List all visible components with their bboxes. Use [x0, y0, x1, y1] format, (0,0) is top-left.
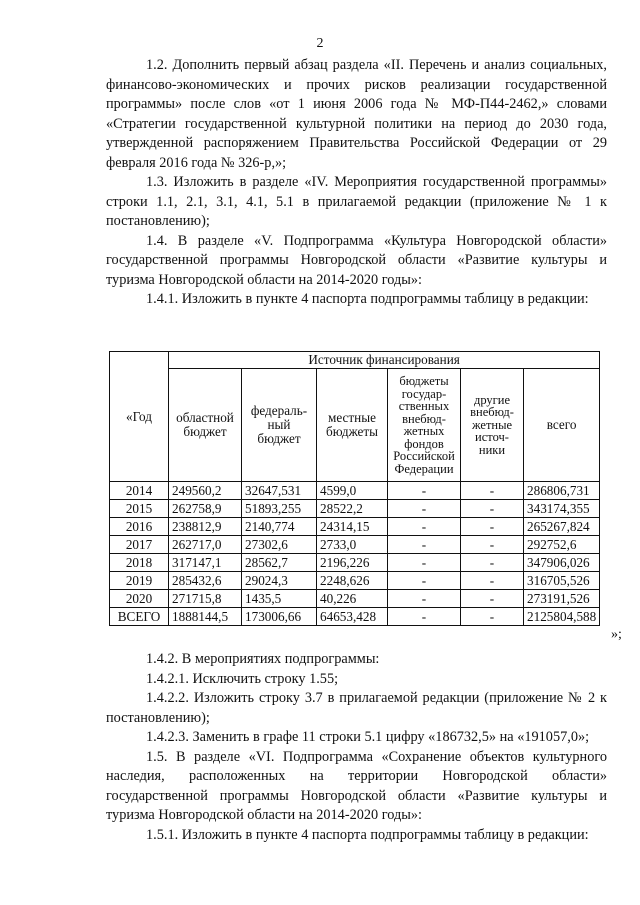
- cell-federal: 27302,6: [242, 536, 317, 554]
- cell-regional: 285432,6: [169, 572, 242, 590]
- table-subheader-row: [110, 369, 600, 482]
- cell-federal: 51893,255: [242, 500, 317, 518]
- cell-other: -: [461, 482, 524, 500]
- paragraph-1-4-2-2: 1.4.2.2. Изложить строку 3.7 в прилагаемой редакции (приложение № 2 к постановлению);: [106, 690, 607, 726]
- cell-total: 265267,824: [524, 518, 600, 536]
- cell-total: 273191,526: [524, 590, 600, 608]
- cell-year: 2019: [110, 572, 169, 590]
- cell-regional: 262717,0: [169, 536, 242, 554]
- cell-other: -: [461, 554, 524, 572]
- table-closing-quote: »;: [611, 627, 622, 642]
- cell-local: 40,226: [317, 590, 388, 608]
- cell-federal: 2140,774: [242, 518, 317, 536]
- cell-regional: 1888144,5: [169, 608, 242, 626]
- cell-year: 2018: [110, 554, 169, 572]
- cell-regional: 317147,1: [169, 554, 242, 572]
- paragraph-1-4-2: 1.4.2. В мероприятиях подпрограммы:: [146, 651, 380, 667]
- cell-total: 2125804,588: [524, 608, 600, 626]
- cell-year: 2020: [110, 590, 169, 608]
- cell-federal: 32647,531: [242, 482, 317, 500]
- cell-funds: -: [388, 536, 461, 554]
- paragraph-1-4-1: 1.4.1. Изложить в пункте 4 паспорта подпрограммы таблицу в редакции:: [146, 291, 589, 307]
- cell-local: 2248,626: [317, 572, 388, 590]
- paragraph-1-4: 1.4. В разделе «V. Подпрограмма «Культура Новгородской области» государственной программы Новгородской области «Развитие культуры и туризма Новгородской области на 2014-2020 годы»:: [106, 232, 607, 288]
- source-header: Источник финансирования: [169, 352, 600, 369]
- cell-funds: -: [388, 482, 461, 500]
- text-block-top: [106, 56, 607, 310]
- paragraph-1-2: 1.2. Дополнить первый абзац раздела «II. Перечень и анализ социальных, финансово-экономических и прочих рисков реализации государственной программы» после слов «от 1 июня 2006 года № МФ-П44-2462,» словами «Стратегии государственной культурной политики на период до 2030 года, утвержденной распоряжением Правительства Российской Федерации от 29 февраля 2016 года № 326-р,»;: [106, 57, 607, 171]
- cell-funds: -: [388, 500, 461, 518]
- paragraph-1-5-1: 1.5.1. Изложить в пункте 4 паспорта подпрограммы таблицу в редакции:: [146, 826, 589, 843]
- financing-table: [109, 351, 600, 626]
- col-header-regional: областной бюджет: [169, 369, 242, 482]
- cell-other: -: [461, 518, 524, 536]
- cell-local: 2196,226: [317, 554, 388, 572]
- page-number: 2: [316, 36, 324, 51]
- table-row: [110, 554, 600, 572]
- year-header: «Год: [110, 352, 169, 482]
- cell-year: ВСЕГО: [110, 608, 169, 626]
- cell-federal: 29024,3: [242, 572, 317, 590]
- cell-year: 2016: [110, 518, 169, 536]
- cell-other: -: [461, 536, 524, 554]
- cell-funds: -: [388, 554, 461, 572]
- table-body: [110, 482, 600, 626]
- cell-funds: -: [388, 572, 461, 590]
- cell-funds: -: [388, 590, 461, 608]
- cell-federal: 28562,7: [242, 554, 317, 572]
- paragraph-1-3: 1.3. Изложить в разделе «IV. Мероприятия государственной программы» строки 1.1, 2.1, 3.1, 4.1, 5.1 в прилагаемой редакции (приложение № 1 к постановлению);: [106, 174, 607, 229]
- cell-total: 292752,6: [524, 536, 600, 554]
- col-header-local: местные бюджеты: [317, 369, 388, 482]
- paragraph-1-4-2-1: 1.4.2.1. Исключить строку 1.55;: [146, 670, 339, 687]
- cell-local: 64653,428: [317, 608, 388, 626]
- cell-year: 2014: [110, 482, 169, 500]
- table-header-row: [110, 352, 600, 369]
- cell-local: 2733,0: [317, 536, 388, 554]
- col-header-total: всего: [524, 369, 600, 482]
- paragraph-1-5: 1.5. В разделе «VI. Подпрограмма «Сохранение объектов культурного наследия, расположенных на территории Новгородской области» государственной программы Новгородской области «Развитие культуры и туризма Новгородской области на 2014-2020 годы»:: [106, 748, 607, 823]
- table-row: [110, 482, 600, 500]
- cell-regional: 262758,9: [169, 500, 242, 518]
- table-row: [110, 572, 600, 590]
- cell-year: 2017: [110, 536, 169, 554]
- table-row: [110, 518, 600, 536]
- financing-table-wrap: [109, 351, 600, 626]
- cell-year: 2015: [110, 500, 169, 518]
- cell-local: 24314,15: [317, 518, 388, 536]
- cell-total: 316705,526: [524, 572, 600, 590]
- cell-regional: 238812,9: [169, 518, 242, 536]
- table-row: [110, 500, 600, 518]
- col-header-other: другие внебюд-жетные источ-ники: [461, 369, 524, 482]
- cell-federal: 1435,5: [242, 590, 317, 608]
- text-block-bottom: [106, 650, 607, 845]
- cell-other: -: [461, 590, 524, 608]
- cell-local: 28522,2: [317, 500, 388, 518]
- cell-total: 343174,355: [524, 500, 600, 518]
- cell-regional: 249560,2: [169, 482, 242, 500]
- cell-federal: 173006,66: [242, 608, 317, 626]
- cell-total: 286806,731: [524, 482, 600, 500]
- table-row: [110, 536, 600, 554]
- cell-funds: -: [388, 608, 461, 626]
- col-header-federal: федераль-ный бюджет: [242, 369, 317, 482]
- table-row: [110, 590, 600, 608]
- table-row: [110, 608, 600, 626]
- paragraph-1-4-2-3: 1.4.2.3. Заменить в графе 11 строки 5.1 цифру «186732,5» на «191057,0»;: [146, 729, 590, 745]
- cell-regional: 271715,8: [169, 590, 242, 608]
- cell-other: -: [461, 572, 524, 590]
- cell-total: 347906,026: [524, 554, 600, 572]
- cell-other: -: [461, 608, 524, 626]
- col-header-funds: бюджеты государ-ственных внебюд-жетных фондов Российской Федерации: [388, 369, 461, 482]
- cell-funds: -: [388, 518, 461, 536]
- cell-local: 4599,0: [317, 482, 388, 500]
- cell-other: -: [461, 500, 524, 518]
